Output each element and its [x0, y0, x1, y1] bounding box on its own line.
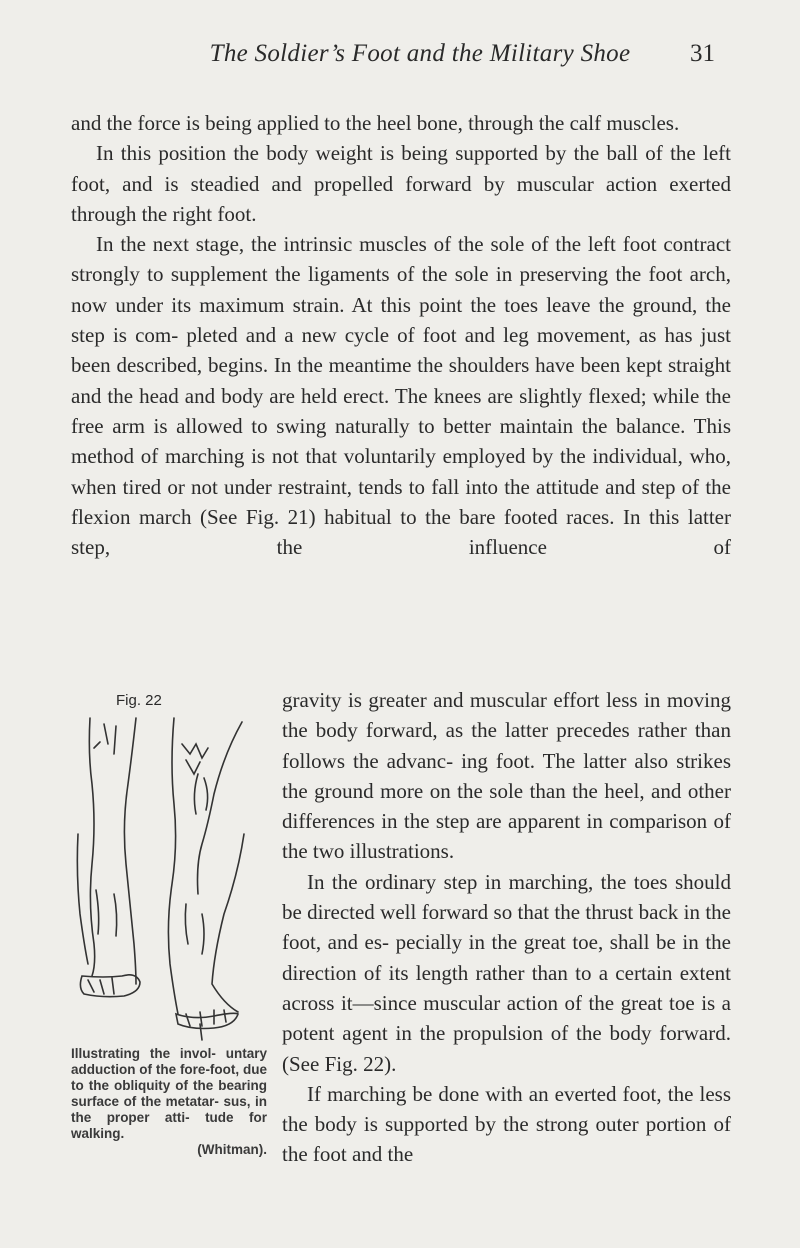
- legs-illustration: [74, 714, 270, 1044]
- body-text-full-width: [71, 108, 731, 562]
- body-text-right-column: [282, 685, 731, 1170]
- figure-label: Fig. 22: [116, 692, 162, 709]
- paragraph: gravity is greater and muscular effort less in moving the body forward, as the latter precedes rather than follows the advanc- ing foot. The latter also strikes the ground more on the sole than the heel, and other differences in the step are apparent in comparison of the two illustrations.: [282, 688, 731, 864]
- running-head: The Soldier’s Foot and the Military Shoe: [209, 40, 631, 67]
- paragraph: If marching be done with an everted foot, the less the body is supported by the strong outer portion of the foot and the: [282, 1081, 731, 1167]
- caption-credit: (Whitman).: [197, 1142, 267, 1157]
- paragraph: In the ordinary step in marching, the toes should be directed well forward so that the thrust back in the foot, and es- pecially in the great toe, shall be in the direction of its length rather than to a certain extent across it—since muscular action of the great toe is a potent agent in the propulsion of the body forward. (See Fig. 22).: [282, 869, 731, 1076]
- paragraph: In this position the body weight is being supported by the ball of the left foot, and is steadied and propelled forward by muscular action exerted through the right foot.: [71, 141, 731, 226]
- paragraph: In the next stage, the intrinsic muscles of the sole of the left foot contract strongly to supplement the ligaments of the sole in preserving the foot arch, now under its maximum strain. At this point the toes leave the ground, the step is com- pleted and a new cycle of foot and leg movement, as has just been described, begins. In the meantime the shoulders have been kept straight and the head and body are held erect. The knees are slightly flexed; while the free arm is allowed to swing naturally to better maintain the balance. This method of marching is not that voluntarily employed by the individual, who, when tired or not under restraint, tends to fall into the attitude and step of the flexion march (See Fig. 21) habitual to the bare footed races. In this latter step, the influence of: [71, 232, 731, 560]
- page-number: 31: [690, 40, 715, 67]
- page-header: [0, 40, 800, 80]
- figure-caption: [71, 1046, 267, 1158]
- caption-text: Illustrating the invol- untary adduction of the fore-foot, due to the obliquity of the bearing surface of the metatar- sus, in the proper atti- tude for walking.: [71, 1046, 267, 1141]
- paragraph: and the force is being applied to the heel bone, through the calf muscles.: [71, 111, 680, 135]
